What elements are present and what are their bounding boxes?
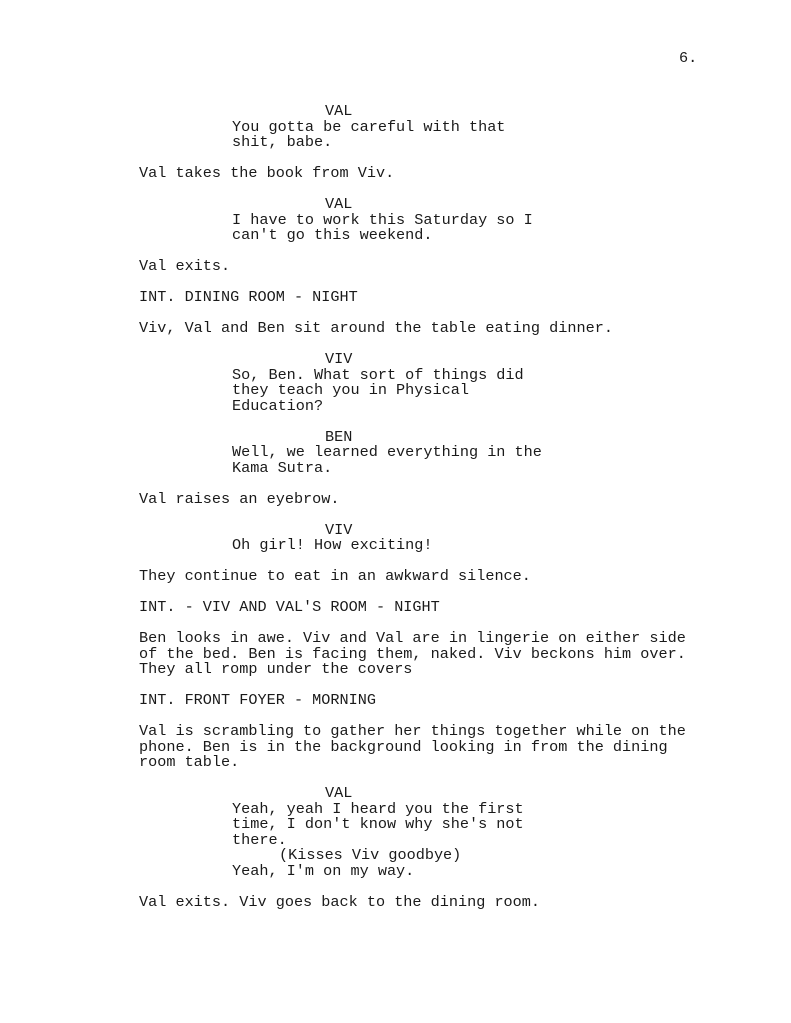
scene-heading-text: INT. FRONT FOYER - MORNING: [139, 691, 376, 709]
action-text: Val is scrambling to gather her things together while on the: [139, 722, 686, 740]
action-block: [0, 166, 791, 182]
dialogue-text: Education?: [232, 396, 324, 415]
action-block: [0, 631, 791, 678]
dialogue-text: Kama Sutra.: [232, 458, 333, 477]
dialogue-line: [0, 383, 791, 399]
script-body: [0, 104, 791, 926]
character-name-text: VIV: [325, 520, 353, 539]
dialogue-text: So, Ben. What sort of things did: [232, 365, 524, 384]
dialogue-line: [0, 817, 791, 833]
dialogue-line: [0, 445, 791, 461]
action-block: [0, 489, 791, 508]
dialogue-block: [0, 427, 791, 477]
dialogue-text: You gotta be careful with that: [232, 117, 506, 136]
dialogue-line: [0, 538, 791, 554]
scene-heading-text: INT. DINING ROOM - NIGHT: [139, 288, 358, 306]
action-text: of the bed. Ben is facing them, naked. Viv beckons him over.: [139, 644, 686, 663]
dialogue-block: [0, 520, 791, 554]
dialogue-text: shit, babe.: [232, 133, 333, 151]
page-number: 6.: [679, 49, 698, 67]
dialogue-text: can't go this weekend.: [232, 226, 433, 244]
dialogue-text: Well, we learned everything in the: [232, 443, 542, 461]
action-text: They all romp under the covers: [139, 660, 413, 678]
action-text: Val raises an eyebrow.: [139, 489, 340, 508]
action-block: [0, 892, 791, 911]
dialogue-text: there.: [232, 830, 287, 849]
dialogue-block: [0, 352, 791, 414]
action-text: Viv, Val and Ben sit around the table eating dinner.: [139, 319, 613, 337]
action-text: They continue to eat in an awkward silence.: [139, 567, 531, 585]
dialogue-line: [0, 135, 791, 151]
dialogue-block: [0, 197, 791, 244]
dialogue-text: they teach you in Physical: [232, 381, 469, 399]
action-text: Val takes the book from Viv.: [139, 164, 395, 182]
action-block: [0, 321, 791, 337]
scene-heading-text: INT. - VIV AND VAL'S ROOM - NIGHT: [139, 598, 440, 616]
character-name-text: VAL: [325, 102, 353, 120]
character-name-text: VAL: [325, 784, 353, 802]
dialogue-text: Oh girl! How exciting!: [232, 536, 433, 554]
action-block: [0, 569, 791, 585]
dialogue-text: Yeah, yeah I heard you the first: [232, 799, 524, 818]
action-text: Val exits.: [139, 257, 231, 275]
dialogue-line: [0, 117, 791, 136]
action-block: [0, 259, 791, 275]
character-name-text: VIV: [325, 350, 353, 368]
dialogue-text: time, I don't know why she's not: [232, 815, 524, 833]
parenthetical-text: (Kisses Viv goodbye): [279, 846, 462, 864]
action-block: [0, 724, 791, 771]
action-text: phone. Ben is in the background looking in from the dining: [139, 737, 668, 756]
dialogue-line: [0, 228, 791, 244]
action-text: room table.: [139, 753, 240, 771]
dialogue-line: [0, 396, 791, 415]
scene-heading: [0, 693, 791, 709]
scene-heading: [0, 290, 791, 306]
dialogue-text: Yeah, I'm on my way.: [232, 861, 415, 880]
dialogue-block: [0, 104, 791, 151]
dialogue-text: I have to work this Saturday so I: [232, 210, 533, 229]
dialogue-line: [0, 861, 791, 880]
scene-heading: [0, 600, 791, 616]
character-name-text: VAL: [325, 195, 353, 213]
character-name-text: BEN: [325, 427, 353, 446]
dialogue-block: [0, 786, 791, 879]
action-text: Ben looks in awe. Viv and Val are in lingerie on either side: [139, 629, 686, 647]
action-text: Val exits. Viv goes back to the dining room.: [139, 892, 541, 911]
dialogue-line: [0, 458, 791, 477]
